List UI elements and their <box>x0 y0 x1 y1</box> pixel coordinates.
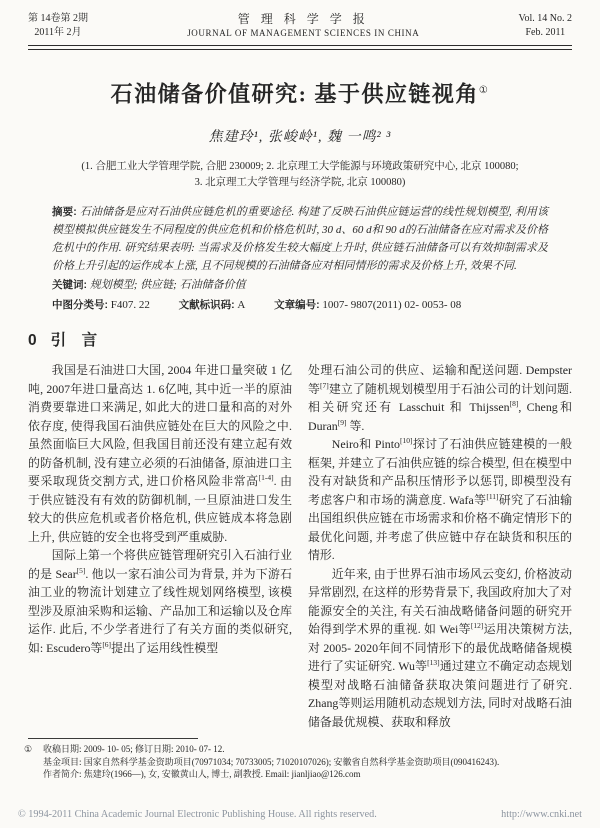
footnote-author-bio: 作者简介: 焦建玲(1966—), 女, 安徽黄山人, 博士, 副教授. Email: jianljiao@126.com <box>43 769 361 780</box>
issue-volume-cn: 第 14卷第 2期 <box>28 13 88 24</box>
keywords-label: 关键词: <box>52 279 87 292</box>
article-id-label: 文章编号: <box>274 299 320 312</box>
doc-code-label: 文献标识码: <box>178 299 235 312</box>
volume-number-en: Vol. 14 No. 2 <box>518 13 572 24</box>
footnote-received-dates: 收稿日期: 2009- 10- 05; 修订日期: 2010- 07- 12. <box>43 744 225 755</box>
body-right-column <box>308 361 572 731</box>
doc-code-value: A <box>237 299 246 312</box>
abstract-text: 石油储备是应对石油供应链危机的重要途径. 构建了反映石油供应链运营的线性规划模型, 利用该模型模拟供应链发生不同程度的供应危机和价格危机时, 30 d、60 d和 90 d的石油储备在应对需求及价格危机中的作用. 研究结果表明: 当需求及价格发生较大幅度上升时, 供应链石油储备可以有效抑制需求及价格上升引起的运作成本上涨, 且不同规模的石油储备应对相同情形的需求及价格上升, 效果不同. <box>52 206 548 273</box>
body-paragraph: 我国是石油进口大国, 2004 年进口量突破 1 亿吨, 2007年进口量高达 1. 6亿吨, 其中近一半的原油消费要靠进口来满足, 如此大的进口量和高的对外依存度, 使得我国石油供应链处在巨大的风险之中. 虽然面临巨大风险, 但我国目前还没有建立起有效的防备机制, 没有建立必须的石油储备, 原油进口主要采取现货交割方式, 进口价格风险非常高[1-4]. 由于供应链没有有效的防御机制, 一旦原油进口发生较大的供应危机或者价格危机, 供应链成本将急剧上升, 供应链的安全也将受到严重威胁. <box>28 363 292 544</box>
footnote-funding: 基金项目: 国家自然科学基金资助项目(70971034; 70733005; 71020107026); 安徽省自然科学基金资助项目(090416243). <box>43 756 500 767</box>
affiliations <box>28 159 572 191</box>
cnki-copyright-bar <box>18 809 582 820</box>
body-paragraph: 近年来, 由于世界石油市场风云变幻, 价格波动异常剧烈, 在这样的形势背景下, 我国政府加大了对能源安全的关注, 有关石油战略储备问题的研究开始得到学术界的重视. 如 Wei等[12]运用决策树方法, 对 2005- 2020年间不同情形下的最优战略储备规模进行了实证研究. Wu等[13]通过建立不确定动态规划模型对战略石油储备获取决策问题进行了研究. Zhang等则运用随机动态规划方法, 同时对战略石油储备最优规模、获取和释放 <box>308 566 572 729</box>
affiliation-line: (1. 合肥工业大学管理学院, 合肥 230009; 2. 北京理工大学能源与环境政策研究中心, 北京 100080; <box>81 161 519 173</box>
keywords-text: 规划模型; 供应链; 石油储备价值 <box>89 279 246 292</box>
body-two-columns <box>28 361 572 731</box>
section-title: 引 言 <box>50 332 98 350</box>
issue-date-en: Feb. 2011 <box>525 27 566 38</box>
header-divider-rule <box>28 45 572 50</box>
journal-header <box>28 12 572 40</box>
cnki-url: http://www.cnki.net <box>501 809 582 820</box>
doc-code-segment <box>179 299 246 311</box>
section-heading <box>28 330 572 351</box>
body-left-column <box>28 361 292 731</box>
title-footnote-marker: ① <box>478 85 490 96</box>
keywords-line <box>52 277 548 294</box>
footnote-divider-rule <box>28 738 198 739</box>
clc-value: F407. 22 <box>110 299 150 312</box>
footnote-block <box>24 743 572 781</box>
issue-date-cn: 2011年 2月 <box>34 27 82 38</box>
clc-label: 中图分类号: <box>52 299 108 312</box>
body-paragraph: 国际上第一个将供应链管理研究引入石油行业的是 Sear[5]. 他以一家石油公司为背景, 并为下游石油工业的物流计划建立了线性规划网络模型, 该模型涉及原油采购和运输、产品加工和运输以及仓库运作. 此后, 不少学者进行了有关方面的类似研究, 如: Escudero等[6]提出了运用线性模型 <box>28 548 292 655</box>
classification-line <box>52 297 548 314</box>
header-vol-info <box>519 12 572 40</box>
header-issue-info <box>28 12 88 40</box>
article-id-segment <box>274 299 461 311</box>
affiliation-line: 3. 北京理工大学管理与经济学院, 北京 100080) <box>194 177 406 189</box>
article-title-text: 石油储备价值研究: 基于供应链视角 <box>110 81 479 107</box>
body-paragraph: 处理石油公司的供应、运输和配送问题. Dempster等[7]建立了随机规划模型用于石油公司的计划问题. 相关研究还有 Lasschuit 和 Thijssen[8], Cheng和 Duran[9] 等. <box>308 363 572 433</box>
author-list: 焦建玲¹, 张峻岭¹, 魏 一鸣² ³ <box>208 130 392 146</box>
article-id-value: 1007- 9807(2011) 02- 0053- 08 <box>322 299 462 312</box>
article-title <box>28 76 572 109</box>
abstract-block <box>52 203 548 275</box>
journal-title-cn: 管 理 科 学 学 报 <box>237 12 369 26</box>
body-paragraph: Neiro和 Pinto[10]探讨了石油供应链建模的一般框架, 并建立了石油供应链的综合模型, 但在模型中没有对缺货和产品积压情形予以惩罚, 即模型没有考虑客户和市场的满意度. Wafa等[11]研究了石油输出国组织供应链在市场需求和价格不确定情形下的最优化问题, 并考虑了供应链中存在缺货和积压的情形. <box>308 436 572 563</box>
clc-segment <box>52 299 150 311</box>
journal-title-en: JOURNAL OF MANAGEMENT SCIENCES IN CHINA <box>187 28 420 38</box>
footnote-marker: ① <box>24 744 33 755</box>
section-number: 0 <box>28 332 37 350</box>
abstract-label: 摘要: <box>52 206 77 219</box>
copyright-text: © 1994-2011 China Academic Journal Electronic Publishing House. All rights reserved. <box>18 809 377 820</box>
header-journal-name <box>187 12 419 40</box>
